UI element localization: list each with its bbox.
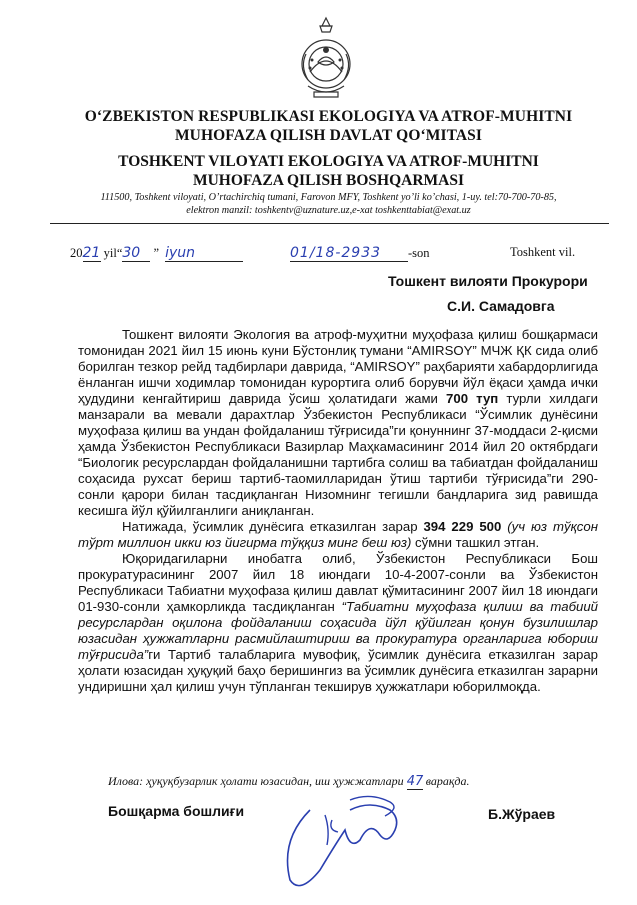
day-handwritten: 30 xyxy=(122,245,150,262)
handwritten-signature-icon xyxy=(270,770,420,900)
p3-text-a: Юқоридагиларни инобатга олиб, Ўзбекистон Республикаси Бош прокуратурасининг 2007 йил 18 июндаги 10-4-2007-сонли ва Ўзбекистон Республикаси Табиатни муҳофаза қилиш давлат қўмитасининг 2007 йил 18 июндаги 01-930-сонли ҳамкорликда тасдиқланган xyxy=(78,551,598,614)
year-handwritten: 21 xyxy=(82,245,101,261)
department-header xyxy=(40,152,617,190)
p3-text-b: ги Тартиб талабларига мувофиқ, ўсимлик дунёсига етказилган зарар ҳолати юзасидан ҳуқуқий баҳо беришингиз ва ўсимлик дунёсига етказилган зарарни ундиришни ҳал қилиш учун тўпланган текширув ҳужжатлари юборилмоқда. xyxy=(78,647,598,694)
recipient-line-2: С.И. Самадовга xyxy=(447,298,555,314)
agency-header xyxy=(40,107,617,145)
recipient-line-1: Тошкент вилояти Прокурори xyxy=(388,273,588,289)
document-number xyxy=(290,245,430,262)
signatory-title: Бошқарма бошлиғи xyxy=(108,803,245,819)
number-handwritten: 01/18-2933 xyxy=(290,245,408,262)
address-line-1: 111500, Toshkent viloyati, O’rtachirchiq tumani, Farovon MFY, Toshkent yo’li ko’chasi, 1-uy. tel:70-700-70-85, xyxy=(100,192,557,203)
p1-bold: 700 туп xyxy=(446,391,499,406)
paragraph-2 xyxy=(78,519,598,551)
department-line-2: MUHOFAZA QILISH BOSHQARMASI xyxy=(192,172,464,189)
p2-amount-words: (уч юз тўқсон тўрт миллион икки юз йигирма тўққиз минг беш юз) xyxy=(78,519,598,550)
note-pages-handwritten: 47 xyxy=(406,774,424,789)
p3-italic-title: “Табиатни муҳофаза қилиш ва табиий ресурслардан оқилона фойдаланиш соҳасида йўл қўйилган қонун бузилишлар юзасидан ҳужжатларни расмийлаштириш ва прокуратура органларига юбориш тўғрисида” xyxy=(78,599,598,662)
place-label: Toshkent vil. xyxy=(510,245,576,259)
agency-line-1: O‘ZBEKISTON RESPUBLIKASI EKOLOGIYA VA ATROF-MUHITNI xyxy=(84,108,573,125)
agency-line-2: MUHOFAZA QILISH DAVLAT QO‘MITASI xyxy=(174,127,483,144)
date-line xyxy=(70,245,243,262)
body-text xyxy=(78,327,598,695)
year-prefix: 20 xyxy=(70,246,83,260)
yil-label: yil“ xyxy=(100,246,123,260)
month-handwritten: iyun xyxy=(165,245,243,262)
address-line-2: elektron manzil: toshkentv@uznature.uz,e-xat toshkenttabiat@exat.uz xyxy=(186,205,471,216)
state-emblem-icon xyxy=(298,14,354,104)
p2-text-a: Натижада, ўсимлик дунёсига етказилган зарар xyxy=(122,519,424,534)
address-block xyxy=(40,191,617,217)
department-line-1: TOSHKENT VILOYATI EKOLOGIYA VA ATROF-MUHITNI xyxy=(118,153,539,170)
p2-text-b: сўмни ташкил этган. xyxy=(411,535,540,550)
paragraph-3 xyxy=(78,551,598,695)
header-divider xyxy=(50,223,609,224)
p2-bold-amount: 394 229 500 xyxy=(423,519,502,534)
paragraph-1 xyxy=(78,327,598,519)
note-text-a: Илова: ҳуқуқбузарлик ҳолати юзасидан, иш ҳужжатлари xyxy=(108,774,407,788)
p1-text-b: турли хилдаги манзарали ва мевали дарахтлар Ўзбекистон Республикаси “Ўсимлик дунёсини муҳофаза қилиш ва ундан фойдаланиш тўғрисида”ги қонуннинг 37-моддаси 2-қисми ҳамда Ўзбекистон Республикаси Вазирлар Маҳкамасининг 2014 йил 20 октябрдаги “Биологик ресурслардан фойдаланишни тартибга солиш ва табиатдан фойдаланиш соҳасида рухсат бериш тартиб-таомилларидан ўтиш тартиби тўғрисида”ги 290-сонли қарори билан тасдиқланган Низомнинг тегишли бандларига зид равишда кесишга йўл қўйилганлиги аниқланган. xyxy=(78,391,598,518)
quote-mark: ” xyxy=(150,246,160,260)
p1-text-a: Тошкент вилояти Экология ва атроф-муҳитни муҳофаза қилиш бошқармаси томонидан 2021 йил 15 июнь куни Бўстонлиқ тумани “AMIRSOY” МЧЖ ҚК сида олиб борилган тезкор рейд тадбирлари даврида, “AMIRSOY” раҳбарияти хабардорлигида ёнланган ишчи ходимлар томонидан курортига олиб борувчи йўл ёқаси ҳамда ички ҳудудини кенгайтириш даврида ўсиш ҳолатидаги жами xyxy=(78,327,598,406)
son-label: -son xyxy=(408,246,430,260)
note-text-b: варақда. xyxy=(422,774,470,788)
signatory-name: Б.Жўраев xyxy=(488,806,556,822)
